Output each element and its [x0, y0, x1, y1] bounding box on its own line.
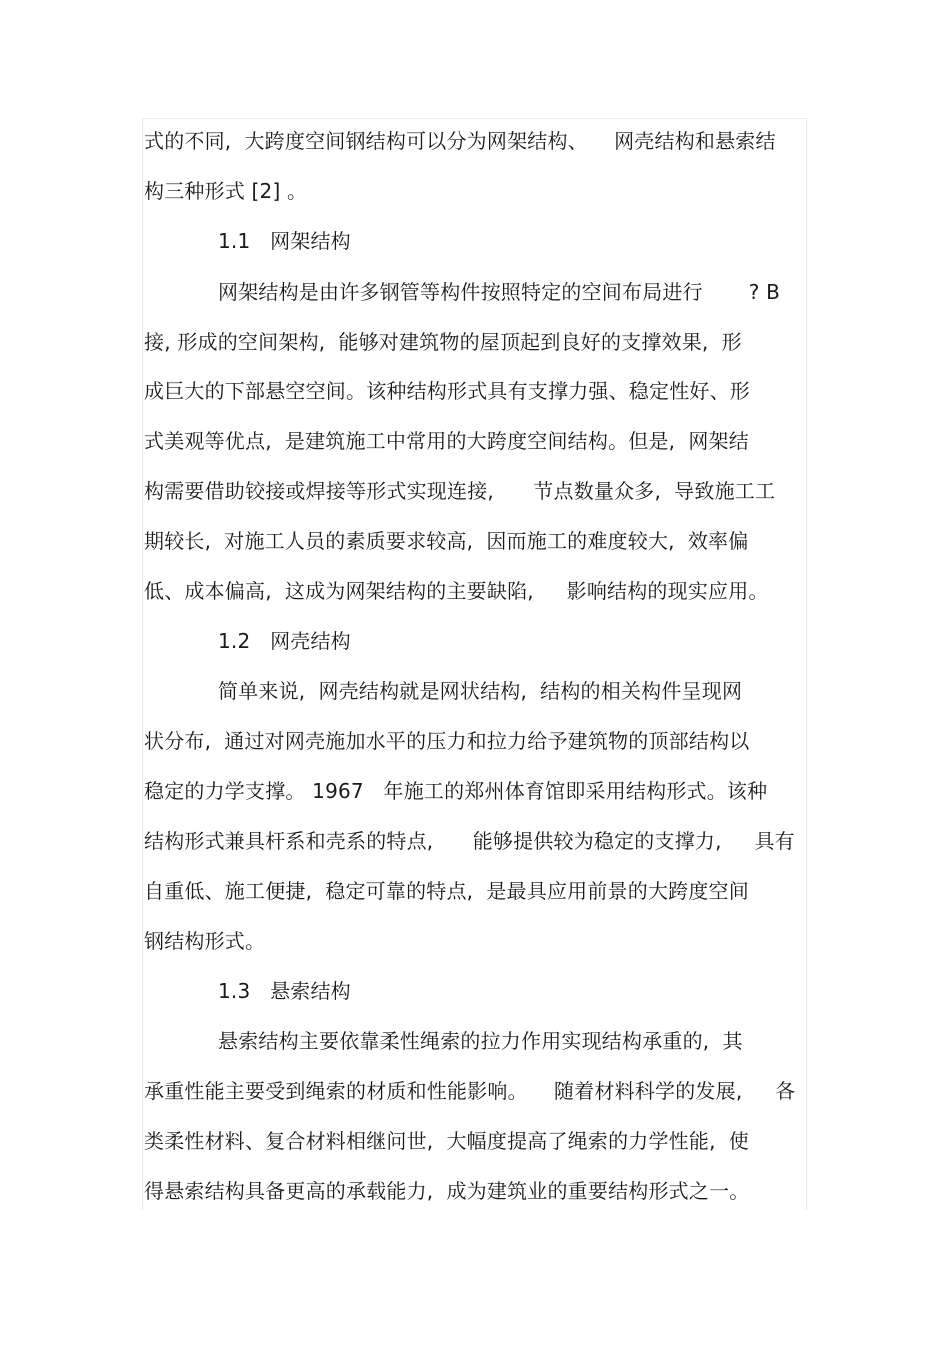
paragraph-line: 状分布, 通过对网壳施加水平的压力和拉力给予建筑物的顶部结构以 [144, 729, 750, 753]
paragraph-line: 钢结构形式。 [144, 929, 266, 953]
paragraph-line: 类柔性材料、复合材料相继问世, 大幅度提高了绳索的力学性能, 使 [144, 1129, 749, 1153]
section-heading-1-1: 1.1 网架结构 [218, 229, 351, 253]
paragraph-line: 悬索结构主要依靠柔性绳索的拉力作用实现结构承重的, 其 [218, 1029, 743, 1053]
paragraph-line: 自重低、施工便捷, 稳定可靠的特点, 是最具应用前景的大跨度空间 [144, 879, 749, 903]
paragraph-line: 承重性能主要受到绳索的材质和性能影响。 随着材料科学的发展, 各 [144, 1079, 796, 1103]
section-heading-1-3: 1.3 悬索结构 [218, 979, 351, 1003]
paragraph-line: 得悬索结构具备更高的承载能力, 成为建筑业的重要结构形式之一。 [144, 1179, 750, 1203]
paragraph-line: 网架结构是由许多钢管等构件按照特定的空间布局进行 ? B [218, 280, 780, 304]
paragraph-line: 式美观等优点, 是建筑施工中常用的大跨度空间结构。但是, 网架结 [144, 429, 749, 453]
paragraph-line: 构需要借助铰接或焊接等形式实现连接, 节点数量众多, 导致施工工 [144, 479, 776, 503]
paragraph-line: 简单来说, 网壳结构就是网状结构, 结构的相关构件呈现网 [218, 679, 743, 703]
paragraph-line: 构三种形式 [2] 。 [144, 179, 308, 203]
paragraph-line: 低、成本偏高, 这成为网架结构的主要缺陷, 影响结构的现实应用。 [144, 579, 769, 603]
paragraph-line: 期较长, 对施工人员的素质要求较高, 因而施工的难度较大, 效率偏 [144, 529, 749, 553]
paragraph-line: 稳定的力学支撑。 1967 年施工的郑州体育馆即采用结构形式。该种 [144, 779, 768, 803]
paragraph-line: 式的不同, 大跨度空间钢结构可以分为网架结构、 网壳结构和悬索结 [144, 129, 776, 153]
paragraph-line: 成巨大的下部悬空空间。该种结构形式具有支撑力强、稳定性好、形 [144, 379, 750, 403]
paragraph-line: 结构形式兼具杆系和壳系的特点, 能够提供较为稳定的支撑力, 具有 [144, 829, 795, 853]
paragraph-line: 接, 形成的空间架构, 能够对建筑物的屋顶起到良好的支撑效果, 形 [144, 330, 742, 354]
section-heading-1-2: 1.2 网壳结构 [218, 629, 351, 653]
